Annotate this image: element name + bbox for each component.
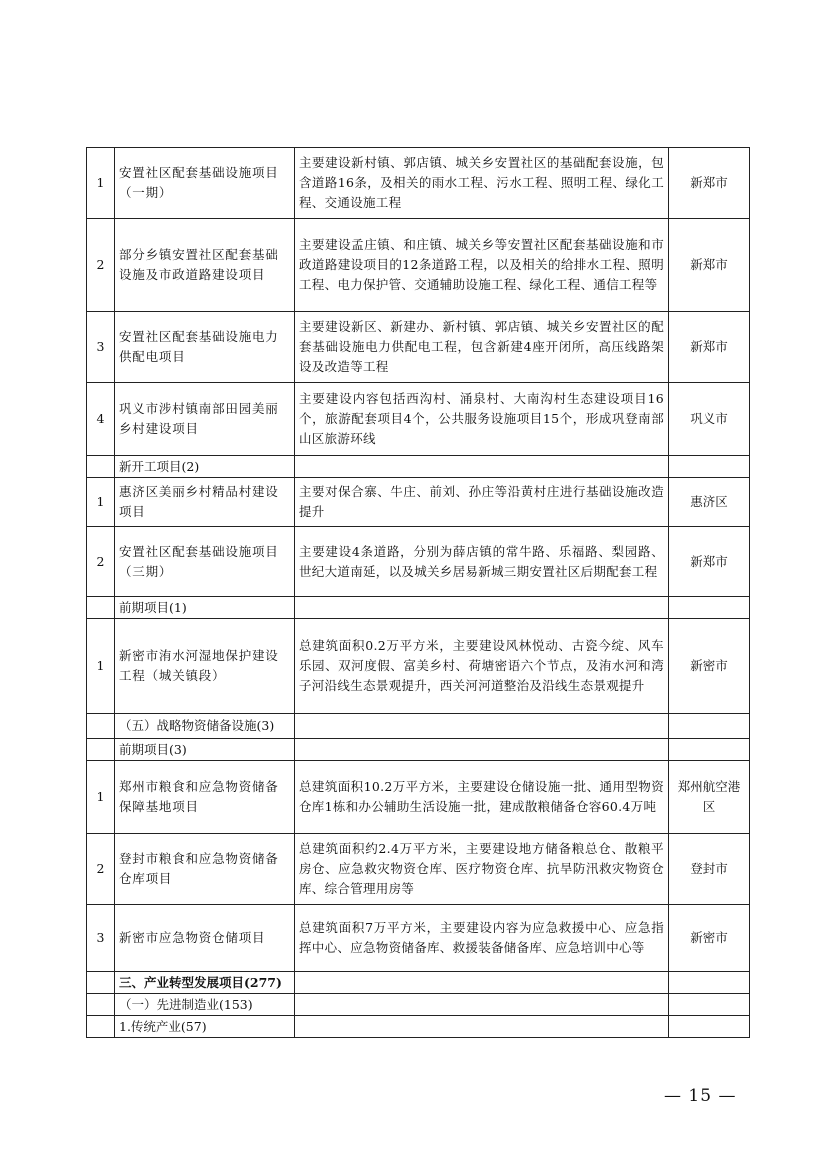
project-name: 郑州市粮食和应急物资储备保障基地项目 bbox=[115, 761, 295, 834]
project-content: 总建筑面积7万平方米，主要建设内容为应急救援中心、应急指挥中心、应急物资储备库、救援装备储备库、应急培训中心等 bbox=[295, 905, 669, 972]
project-name: 惠济区美丽乡村精品村建设项目 bbox=[115, 478, 295, 527]
project-name: 安置社区配套基础设施项目（一期） bbox=[115, 148, 295, 219]
section-row bbox=[87, 714, 750, 739]
table-row bbox=[87, 761, 750, 834]
project-region: 登封市 bbox=[669, 834, 750, 905]
table-row bbox=[87, 312, 750, 383]
project-content: 主要建设新村镇、郭店镇、城关乡安置社区的基础配套设施，包含道路16条，及相关的雨水工程、污水工程、照明工程、绿化工程、交通设施工程 bbox=[295, 148, 669, 219]
table-row bbox=[87, 478, 750, 527]
section-label: （五）战略物资储备设施(3) bbox=[115, 714, 295, 739]
table-row bbox=[87, 527, 750, 597]
project-region: 新密市 bbox=[669, 905, 750, 972]
section-row bbox=[87, 597, 750, 619]
section-label: 新开工项目(2) bbox=[115, 456, 295, 478]
project-table-body bbox=[87, 148, 750, 1038]
project-region: 郑州航空港区 bbox=[669, 761, 750, 834]
section-label: 前期项目(3) bbox=[115, 739, 295, 761]
project-name: 部分乡镇安置社区配套基础设施及市政道路建设项目 bbox=[115, 219, 295, 312]
table-row bbox=[87, 834, 750, 905]
section-row bbox=[87, 972, 750, 994]
section-row bbox=[87, 994, 750, 1016]
row-number: 4 bbox=[87, 383, 115, 456]
table-row bbox=[87, 148, 750, 219]
section-row bbox=[87, 739, 750, 761]
project-name: 安置社区配套基础设施电力供配电项目 bbox=[115, 312, 295, 383]
project-region: 新郑市 bbox=[669, 219, 750, 312]
project-content: 总建筑面积约2.4万平方米，主要建设地方储备粮总仓、散粮平房仓、应急救灾物资仓库、医疗物资仓库、抗旱防汛救灾物资仓库、综合管理用房等 bbox=[295, 834, 669, 905]
project-region: 巩义市 bbox=[669, 383, 750, 456]
project-content: 总建筑面积10.2万平方米，主要建设仓储设施一批、通用型物资仓库1栋和办公辅助生活设施一批，建成散粮储备仓容60.4万吨 bbox=[295, 761, 669, 834]
row-number: 2 bbox=[87, 219, 115, 312]
project-name: 安置社区配套基础设施项目（三期） bbox=[115, 527, 295, 597]
project-content: 主要对保合寨、牛庄、前刘、孙庄等沿黄村庄进行基础设施改造提升 bbox=[295, 478, 669, 527]
section-row bbox=[87, 1016, 750, 1038]
row-number: 3 bbox=[87, 905, 115, 972]
row-number: 1 bbox=[87, 761, 115, 834]
project-content: 主要建设内容包括西沟村、涌泉村、大南沟村生态建设项目16个，旅游配套项目4个，公共服务设施项目15个，形成巩登南部山区旅游环线 bbox=[295, 383, 669, 456]
table-row bbox=[87, 619, 750, 714]
project-name: 登封市粮食和应急物资储备仓库项目 bbox=[115, 834, 295, 905]
project-name: 巩义市涉村镇南部田园美丽乡村建设项目 bbox=[115, 383, 295, 456]
row-number: 2 bbox=[87, 834, 115, 905]
table-row bbox=[87, 905, 750, 972]
project-region: 新密市 bbox=[669, 619, 750, 714]
project-name: 新密市洧水河湿地保护建设工程（城关镇段） bbox=[115, 619, 295, 714]
row-number: 1 bbox=[87, 619, 115, 714]
project-region: 惠济区 bbox=[669, 478, 750, 527]
project-region: 新郑市 bbox=[669, 148, 750, 219]
project-region: 新郑市 bbox=[669, 527, 750, 597]
row-number: 1 bbox=[87, 148, 115, 219]
table-row bbox=[87, 219, 750, 312]
page-number: — 15 — bbox=[664, 1086, 737, 1106]
section-label: 1.传统产业(57) bbox=[115, 1016, 295, 1038]
section-label: 前期项目(1) bbox=[115, 597, 295, 619]
project-content: 主要建设4条道路，分别为薛店镇的常牛路、乐福路、梨园路、世纪大道南延，以及城关乡居易新城三期安置社区后期配套工程 bbox=[295, 527, 669, 597]
project-name: 新密市应急物资仓储项目 bbox=[115, 905, 295, 972]
project-content: 主要建设新区、新建办、新村镇、郭店镇、城关乡安置社区的配套基础设施电力供配电工程，包含新建4座开闭所，高压线路架设及改造等工程 bbox=[295, 312, 669, 383]
project-content: 总建筑面积0.2万平方米，主要建设风林悦动、古瓷今绽、风车乐园、双河度假、富美乡村、荷塘密语六个节点，及洧水河和湾子河沿线生态景观提升，西关河河道整治及沿线生态景观提升 bbox=[295, 619, 669, 714]
project-table bbox=[86, 147, 750, 1038]
row-number: 3 bbox=[87, 312, 115, 383]
table-row bbox=[87, 383, 750, 456]
row-number: 2 bbox=[87, 527, 115, 597]
project-content: 主要建设孟庄镇、和庄镇、城关乡等安置社区配套基础设施和市政道路建设项目的12条道路工程，以及相关的给排水工程、照明工程、电力保护管、交通辅助设施工程、绿化工程、通信工程等 bbox=[295, 219, 669, 312]
section-label: 三、产业转型发展项目(277) bbox=[115, 972, 295, 994]
project-region: 新郑市 bbox=[669, 312, 750, 383]
row-number: 1 bbox=[87, 478, 115, 527]
section-row bbox=[87, 456, 750, 478]
section-label: （一）先进制造业(153) bbox=[115, 994, 295, 1016]
